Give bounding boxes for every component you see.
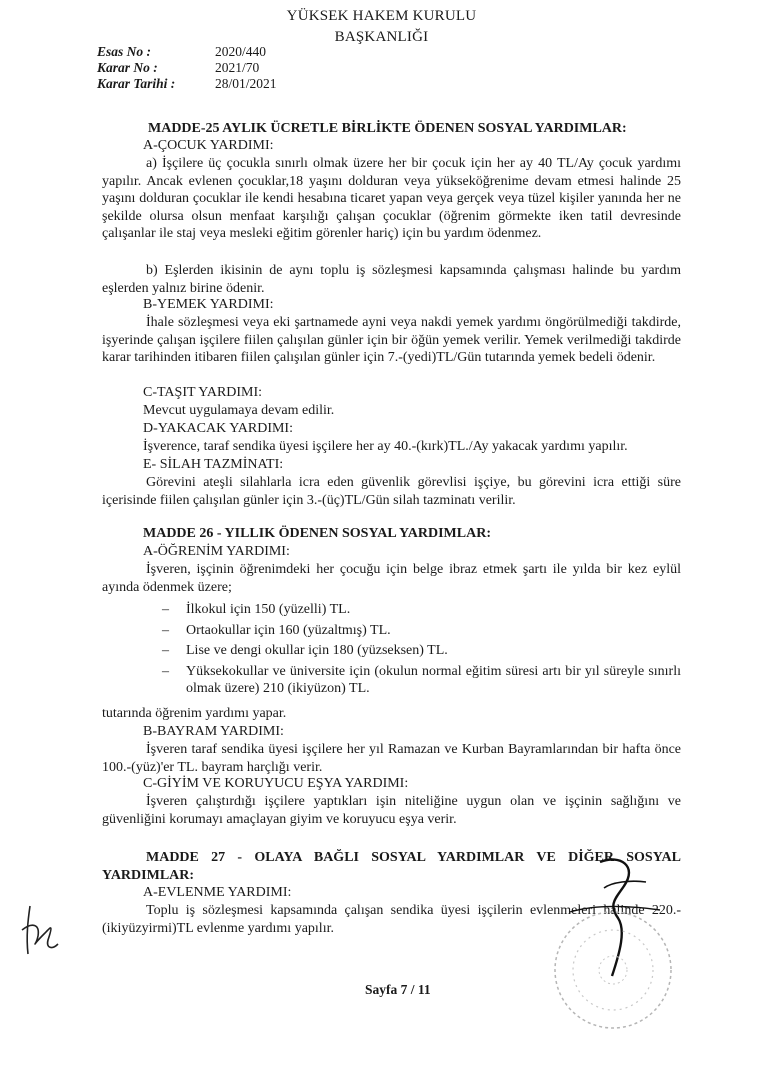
- initials-signature: [18, 900, 64, 960]
- page-number: Sayfa 7 / 11: [365, 982, 431, 997]
- list-item: – Lise ve dengi okullar için 180 (yüzseksen) TL.: [162, 642, 681, 660]
- madde25-d-heading: D-YAKACAK YARDIMI:: [143, 421, 293, 436]
- madde25-e-heading: E- SİLAH TAZMİNATI:: [143, 457, 284, 472]
- meta-row-tarih: [97, 76, 277, 92]
- madde27-title: MADDE 27 - OLAYA BAĞLI SOSYAL YARDIMLAR VE DİĞER SOSYAL YARDIMLAR:: [102, 850, 681, 883]
- madde25-a-heading: A-ÇOCUK YARDIMI:: [143, 138, 274, 153]
- madde25-a-paragraph2: b) Eşlerden ikisinin de aynı toplu iş sözleşmesi kapsamında çalışması halinde bu yardım eşlerden yalnız birine ödenir.: [102, 263, 681, 296]
- madde26-c-paragraph: İşveren çalıştırdığı işçilere yaptıkları işin niteliğine uygun olan ve işçinin sağlığını ve güvenliğini korumayı amaçlayan giyim ve koruyucu eşya verir.: [102, 794, 681, 827]
- header-title-line2: BAŞKANLIĞI: [334, 29, 429, 45]
- list-item: – İlkokul için 150 (yüzelli) TL.: [162, 601, 681, 619]
- madde26-b-paragraph: İşveren taraf sendika üyesi işçilere her yıl Ramazan ve Kurban Bayramlarından bir hafta önce 100.-(yüz)'er TL. bayram harçlığı verir.: [102, 742, 681, 775]
- meta-label: Karar No :: [97, 60, 158, 75]
- meta-label: Karar Tarihi :: [97, 76, 176, 91]
- madde25-e-paragraph: Görevini ateşli silahlarla icra eden güvenlik görevlisi işçiye, bu görevini icra ettiği süre içerisinde fiilen çalışılan günler için 3.-(üç)TL/Gün silah tazminatı verilir.: [102, 475, 681, 508]
- official-seal-stamp: [548, 905, 678, 1035]
- education-allowance-list: [162, 601, 681, 701]
- madde26-title: MADDE 26 - YILLIK ÖDENEN SOSYAL YARDIMLAR:: [143, 526, 491, 541]
- meta-value: 28/01/2021: [215, 76, 277, 91]
- madde25-b-paragraph: İhale sözleşmesi veya eki şartnamede ayni veya nakdi yemek yardımı öngörülmediği takdirde, işyerinde çalışan işçilere fiilen çalışılan günler için bir öğün yemek verilir. Yemek verilmediği takdirde karar tarihinden itibaren fiilen çalışılan günler için 7.-(yedi)TL/Gün tutarında yemek bedeli ödenir.: [102, 315, 681, 365]
- case-meta: [97, 44, 277, 92]
- madde25-b-heading: B-YEMEK YARDIMI:: [143, 297, 274, 312]
- madde26-a-paragraph: İşveren, işçinin öğrenimdeki her çocuğu için belge ibraz etmek şartı ile yılda bir kez eylül ayında ödenmek üzere;: [102, 562, 681, 595]
- madde25-c-paragraph: Mevcut uygulamaya devam edilir.: [143, 403, 335, 418]
- madde27-a-heading: A-EVLENME YARDIMI:: [143, 885, 292, 900]
- madde25-d-paragraph: İşverence, taraf sendika üyesi işçilere her ay 40.-(kırk)TL./Ay yakacak yardımı yapılır.: [143, 439, 628, 454]
- madde26-c-heading: C-GİYİM VE KORUYUCU EŞYA YARDIMI:: [143, 776, 409, 791]
- madde25-c-heading: C-TAŞIT YARDIMI:: [143, 385, 263, 400]
- madde25-title: MADDE-25 AYLIK ÜCRETLE BİRLİKTE ÖDENEN SOSYAL YARDIMLAR:: [148, 121, 627, 136]
- meta-value: 2020/440: [215, 44, 267, 59]
- header-title-line1: YÜKSEK HAKEM KURULU: [286, 8, 477, 24]
- list-item: – Yüksekokullar ve üniversite için (okulun normal eğitim süresi artı bir yıl süreyle sınırlı olmak üzere) 210 (ikiyüzon) TL.: [162, 663, 681, 698]
- madde27-a-paragraph: Toplu iş sözleşmesi kapsamında çalışan sendika üyesi işçilerin evlenmeleri halinde 220.-(ikiyüzyirmi)TL evlenme yardımı yapılır.: [102, 903, 681, 936]
- meta-label: Esas No :: [97, 44, 152, 59]
- meta-row-esas: [97, 44, 277, 60]
- madde25-a-paragraph1: a) İşçilere üç çocukla sınırlı olmak üzere her bir çocuk için her ay 40 TL/Ay çocuk yardımı yapılır. Ancak evlenen çocuklar,18 yaşını dolduran veya yükseköğrenime devam etmesi halinde 25 yaşını dolduran çocuklar ile kendi hesabına ticaret yapan veya gerçek veya tüzel kişiler yanında her ne şekilde olursa olsun menfaat karşılığı çalışan çocuklar (öğrenim görmekte iken tatil devresinde çalışanlar ile staj veya mesleki eğitim görenler hariç) için bu yardım ödenmez.: [102, 156, 681, 241]
- madde26-a-heading: A-ÖĞRENİM YARDIMI:: [143, 544, 290, 559]
- meta-row-karar: [97, 60, 277, 76]
- meta-value: 2021/70: [215, 60, 260, 75]
- list-item: – Ortaokullar için 160 (yüzaltmış) TL.: [162, 622, 681, 640]
- madde26-a-tail: tutarında öğrenim yardımı yapar.: [102, 706, 287, 721]
- madde26-b-heading: B-BAYRAM YARDIMI:: [143, 724, 284, 739]
